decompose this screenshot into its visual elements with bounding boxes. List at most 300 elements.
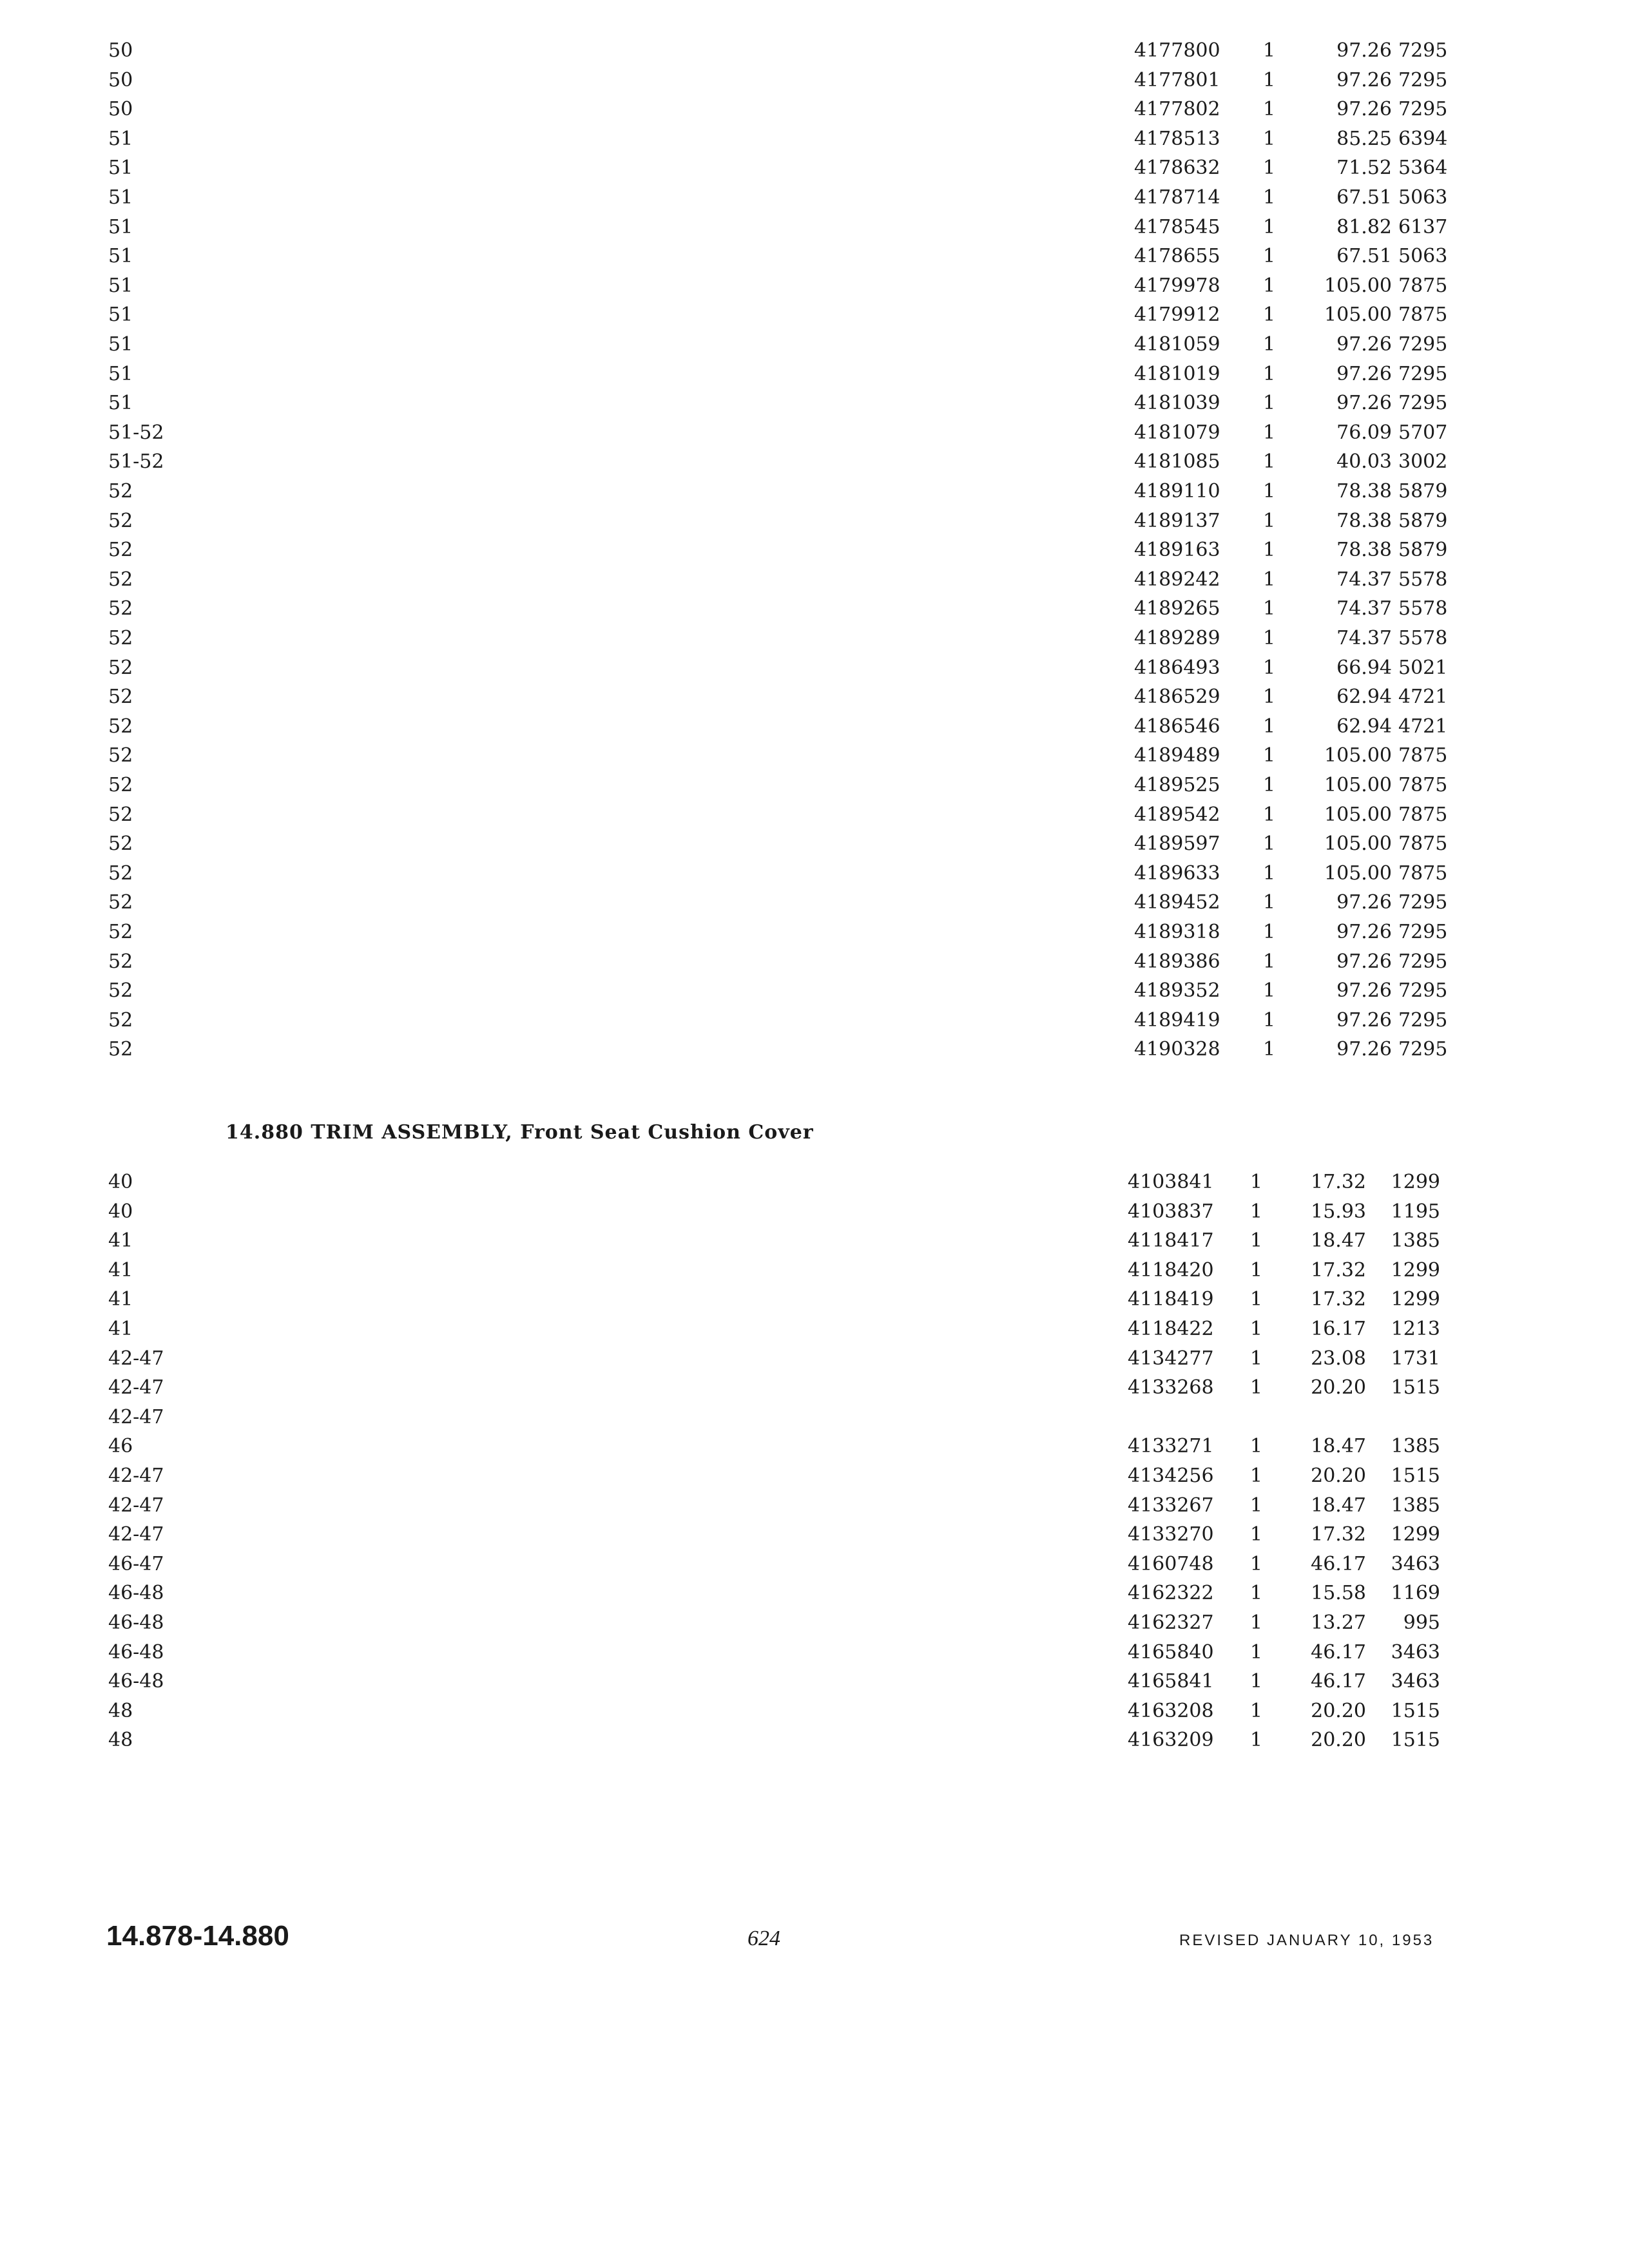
quantity-cell: 1 (1263, 979, 1276, 1003)
year-cell: 51 (108, 215, 133, 238)
year-cell: 50 (108, 68, 133, 91)
price-cell: 97.26 (1336, 333, 1392, 356)
table-row (0, 565, 1629, 595)
price-cell: 97.26 (1336, 1038, 1392, 1061)
part-number-cell: 4133267 (1128, 1494, 1214, 1517)
part-number-cell: 4181085 (1134, 450, 1220, 474)
code-cell: 1385 (1391, 1494, 1440, 1517)
code-cell: 1515 (1391, 1376, 1440, 1399)
year-cell: 51 (108, 157, 133, 180)
quantity-cell: 1 (1263, 568, 1276, 591)
year-cell: 52 (108, 832, 133, 856)
year-cell: 51-52 (108, 421, 164, 444)
quantity-cell: 1 (1263, 480, 1276, 503)
part-number-cell: 4163208 (1128, 1699, 1214, 1722)
table-row (0, 1344, 1629, 1374)
code-cell: 5063 (1398, 245, 1448, 268)
table-row (0, 594, 1629, 624)
part-number-cell: 4177801 (1134, 68, 1220, 91)
code-cell: 7295 (1398, 39, 1448, 62)
part-number-cell: 4165841 (1128, 1670, 1214, 1693)
code-cell: 995 (1403, 1611, 1440, 1634)
price-cell: 46.17 (1311, 1552, 1366, 1575)
price-cell: 17.32 (1311, 1288, 1366, 1311)
quantity-cell: 1 (1250, 1435, 1263, 1458)
table-row (0, 712, 1629, 742)
part-number-cell: 4178714 (1134, 186, 1220, 209)
price-cell: 62.94 (1336, 686, 1392, 709)
year-cell: 52 (108, 656, 133, 679)
quantity-cell: 1 (1250, 1318, 1263, 1340)
part-number-cell: 4181059 (1134, 333, 1220, 356)
year-cell: 46-47 (108, 1552, 164, 1575)
year-cell: 52 (108, 1038, 133, 1061)
code-cell: 5578 (1398, 597, 1448, 620)
price-cell: 97.26 (1336, 891, 1392, 914)
part-number-cell: 4189419 (1134, 1008, 1220, 1032)
part-number-cell: 4118417 (1128, 1229, 1214, 1253)
quantity-cell: 1 (1263, 627, 1276, 649)
quantity-cell: 1 (1263, 245, 1276, 268)
part-number-cell: 4133271 (1128, 1435, 1214, 1458)
footer-page-number: 624 (747, 1927, 780, 1950)
code-cell: 7295 (1398, 979, 1448, 1003)
quantity-cell: 1 (1263, 921, 1276, 943)
table-row (0, 1461, 1629, 1491)
quantity-cell: 1 (1250, 1494, 1263, 1517)
table-row (0, 1550, 1629, 1579)
table-row (0, 771, 1629, 800)
quantity-cell: 1 (1263, 333, 1276, 356)
year-cell: 46-48 (108, 1640, 164, 1664)
table-row (0, 447, 1629, 477)
code-cell: 7875 (1398, 832, 1448, 856)
year-cell: 41 (108, 1318, 133, 1340)
code-cell: 3463 (1391, 1640, 1440, 1664)
part-number-cell: 4178513 (1134, 127, 1220, 150)
quantity-cell: 1 (1263, 392, 1276, 415)
year-cell: 52 (108, 568, 133, 591)
code-cell: 4721 (1398, 715, 1448, 738)
part-number-cell: 4181039 (1134, 392, 1220, 415)
part-number-cell: 4189633 (1134, 861, 1220, 885)
table-row (0, 506, 1629, 536)
quantity-cell: 1 (1263, 274, 1276, 297)
year-cell: 52 (108, 803, 133, 826)
quantity-cell: 1 (1263, 1038, 1276, 1061)
table-row (0, 682, 1629, 712)
table-row (0, 800, 1629, 830)
year-cell: 46-48 (108, 1582, 164, 1605)
price-cell: 20.20 (1311, 1729, 1366, 1752)
quantity-cell: 1 (1250, 1258, 1263, 1282)
quantity-cell: 1 (1250, 1699, 1263, 1722)
price-cell: 78.38 (1336, 509, 1392, 532)
part-number-cell: 4189352 (1134, 979, 1220, 1003)
price-cell: 81.82 (1336, 215, 1392, 238)
price-cell: 15.58 (1311, 1582, 1366, 1605)
price-cell: 78.38 (1336, 480, 1392, 503)
quantity-cell: 1 (1250, 1523, 1263, 1546)
year-cell: 51 (108, 362, 133, 385)
table-row (0, 1725, 1629, 1755)
price-cell: 76.09 (1336, 421, 1392, 444)
part-number-cell: 4162327 (1128, 1611, 1214, 1634)
table-row (0, 242, 1629, 271)
year-cell: 42-47 (108, 1523, 164, 1546)
year-cell: 41 (108, 1229, 133, 1253)
code-cell: 7875 (1398, 744, 1448, 767)
part-number-cell: 4178632 (1134, 157, 1220, 180)
quantity-cell: 1 (1250, 1171, 1263, 1193)
quantity-cell: 1 (1263, 744, 1276, 767)
price-cell: 20.20 (1311, 1699, 1366, 1722)
code-cell: 7875 (1398, 803, 1448, 826)
year-cell: 48 (108, 1729, 133, 1752)
table-row (0, 535, 1629, 565)
quantity-cell: 1 (1250, 1288, 1263, 1311)
price-cell: 46.17 (1311, 1670, 1366, 1693)
quantity-cell: 1 (1263, 715, 1276, 738)
quantity-cell: 1 (1263, 686, 1276, 709)
code-cell: 1299 (1391, 1523, 1440, 1546)
part-number-cell: 4189110 (1134, 480, 1220, 503)
price-cell: 105.00 (1324, 744, 1392, 767)
price-cell: 71.52 (1336, 157, 1392, 180)
table-row (0, 947, 1629, 977)
part-number-cell: 4181019 (1134, 362, 1220, 385)
price-cell: 17.32 (1311, 1171, 1366, 1193)
price-cell: 97.26 (1336, 950, 1392, 973)
code-cell: 6137 (1398, 215, 1448, 238)
code-cell: 5879 (1398, 539, 1448, 562)
price-cell: 18.47 (1311, 1229, 1366, 1253)
part-number-cell: 4186529 (1134, 686, 1220, 709)
table-row (0, 418, 1629, 448)
quantity-cell: 1 (1263, 891, 1276, 914)
year-cell: 51 (108, 186, 133, 209)
year-cell: 46 (108, 1435, 133, 1458)
code-cell: 1195 (1391, 1200, 1440, 1223)
year-cell: 52 (108, 509, 133, 532)
code-cell: 1731 (1391, 1347, 1440, 1370)
part-number-cell: 4189242 (1134, 568, 1220, 591)
year-cell: 42-47 (108, 1465, 164, 1487)
quantity-cell: 1 (1263, 186, 1276, 209)
code-cell: 1299 (1391, 1171, 1440, 1193)
table-row (0, 1006, 1629, 1035)
year-cell: 51 (108, 245, 133, 268)
year-cell: 40 (108, 1171, 133, 1193)
part-number-cell: 4177800 (1134, 39, 1220, 62)
code-cell: 5578 (1398, 627, 1448, 649)
quantity-cell: 1 (1263, 362, 1276, 385)
code-cell: 7875 (1398, 861, 1448, 885)
year-cell: 52 (108, 774, 133, 796)
part-number-cell: 4179912 (1134, 303, 1220, 327)
part-number-cell: 4134256 (1128, 1465, 1214, 1487)
year-cell: 48 (108, 1699, 133, 1722)
table-row (0, 1256, 1629, 1285)
footer-section-range: 14.878-14.880 (106, 1920, 289, 1952)
table-row (0, 95, 1629, 124)
price-cell: 17.32 (1311, 1258, 1366, 1282)
price-cell: 105.00 (1324, 303, 1392, 327)
price-cell: 74.37 (1336, 568, 1392, 591)
part-number-cell: 4118419 (1128, 1288, 1214, 1311)
quantity-cell: 1 (1250, 1465, 1263, 1487)
year-cell: 50 (108, 98, 133, 121)
quantity-cell: 1 (1263, 68, 1276, 91)
year-cell: 52 (108, 597, 133, 620)
code-cell: 7295 (1398, 333, 1448, 356)
code-cell: 7875 (1398, 274, 1448, 297)
year-cell: 52 (108, 686, 133, 709)
code-cell: 3002 (1398, 450, 1448, 474)
code-cell: 1515 (1391, 1465, 1440, 1487)
table-row (0, 389, 1629, 418)
part-number-cell: 4103837 (1128, 1200, 1214, 1223)
table-row (0, 859, 1629, 889)
quantity-cell: 1 (1263, 803, 1276, 826)
code-cell: 1299 (1391, 1288, 1440, 1311)
code-cell: 1515 (1391, 1699, 1440, 1722)
quantity-cell: 1 (1263, 597, 1276, 620)
quantity-cell: 1 (1250, 1552, 1263, 1575)
quantity-cell: 1 (1263, 421, 1276, 444)
table-row (0, 1285, 1629, 1314)
table-row (0, 1638, 1629, 1667)
year-cell: 51 (108, 303, 133, 327)
code-cell: 7295 (1398, 891, 1448, 914)
quantity-cell: 1 (1263, 215, 1276, 238)
code-cell: 5364 (1398, 157, 1448, 180)
price-cell: 13.27 (1311, 1611, 1366, 1634)
price-cell: 74.37 (1336, 597, 1392, 620)
quantity-cell: 1 (1250, 1376, 1263, 1399)
quantity-cell: 1 (1263, 539, 1276, 562)
year-cell: 46-48 (108, 1611, 164, 1634)
table-row (0, 1491, 1629, 1521)
price-cell: 97.26 (1336, 392, 1392, 415)
part-number-cell: 4118422 (1128, 1318, 1214, 1340)
table-row (0, 1197, 1629, 1227)
code-cell: 5879 (1398, 509, 1448, 532)
part-number-cell: 4118420 (1128, 1258, 1214, 1282)
part-number-cell: 4186546 (1134, 715, 1220, 738)
code-cell: 7295 (1398, 921, 1448, 943)
year-cell: 52 (108, 744, 133, 767)
quantity-cell: 1 (1263, 832, 1276, 856)
part-number-cell: 4160748 (1128, 1552, 1214, 1575)
year-cell: 51 (108, 274, 133, 297)
part-number-cell: 4178545 (1134, 215, 1220, 238)
part-number-cell: 4103841 (1128, 1171, 1214, 1193)
year-cell: 52 (108, 950, 133, 973)
quantity-cell: 1 (1250, 1582, 1263, 1605)
part-number-cell: 4133270 (1128, 1523, 1214, 1546)
part-number-cell: 4189386 (1134, 950, 1220, 973)
price-cell: 18.47 (1311, 1494, 1366, 1517)
price-cell: 16.17 (1311, 1318, 1366, 1340)
year-cell: 50 (108, 39, 133, 62)
part-number-cell: 4189265 (1134, 597, 1220, 620)
year-cell: 42-47 (108, 1347, 164, 1370)
price-cell: 78.38 (1336, 539, 1392, 562)
year-cell: 41 (108, 1258, 133, 1282)
table-row (0, 271, 1629, 301)
price-cell: 20.20 (1311, 1465, 1366, 1487)
table-row (0, 1373, 1629, 1403)
price-cell: 67.51 (1336, 245, 1392, 268)
year-cell: 52 (108, 715, 133, 738)
code-cell: 7295 (1398, 950, 1448, 973)
year-cell: 42-47 (108, 1405, 164, 1428)
code-cell: 5063 (1398, 186, 1448, 209)
table-row (0, 1168, 1629, 1197)
price-cell: 46.17 (1311, 1640, 1366, 1664)
code-cell: 1299 (1391, 1258, 1440, 1282)
table-row (0, 477, 1629, 506)
code-cell: 7295 (1398, 362, 1448, 385)
code-cell: 7295 (1398, 1038, 1448, 1061)
table-row (0, 360, 1629, 389)
year-cell: 46-48 (108, 1670, 164, 1693)
part-number-cell: 4186493 (1134, 656, 1220, 679)
code-cell: 6394 (1398, 127, 1448, 150)
year-cell: 51 (108, 333, 133, 356)
table-row (0, 1226, 1629, 1256)
year-cell: 52 (108, 979, 133, 1003)
quantity-cell: 1 (1250, 1229, 1263, 1253)
part-number-cell: 4189489 (1134, 744, 1220, 767)
year-cell: 52 (108, 891, 133, 914)
part-number-cell: 4189542 (1134, 803, 1220, 826)
quantity-cell: 1 (1250, 1670, 1263, 1693)
part-number-cell: 4178655 (1134, 245, 1220, 268)
quantity-cell: 1 (1250, 1200, 1263, 1223)
part-number-cell: 4189525 (1134, 774, 1220, 796)
table-row (0, 1520, 1629, 1550)
table-row (0, 624, 1629, 653)
price-cell: 23.08 (1311, 1347, 1366, 1370)
code-cell: 7875 (1398, 303, 1448, 327)
table-row (0, 829, 1629, 859)
code-cell: 1213 (1391, 1318, 1440, 1340)
year-cell: 42-47 (108, 1494, 164, 1517)
year-cell: 51 (108, 127, 133, 150)
price-cell: 105.00 (1324, 803, 1392, 826)
part-number-cell: 4133268 (1128, 1376, 1214, 1399)
quantity-cell: 1 (1263, 509, 1276, 532)
code-cell: 7295 (1398, 392, 1448, 415)
table-row (0, 213, 1629, 242)
table-row (0, 300, 1629, 330)
quantity-cell: 1 (1263, 98, 1276, 121)
year-cell: 51-52 (108, 450, 164, 474)
quantity-cell: 1 (1263, 127, 1276, 150)
quantity-cell: 1 (1250, 1640, 1263, 1664)
price-cell: 74.37 (1336, 627, 1392, 649)
price-cell: 105.00 (1324, 274, 1392, 297)
code-cell: 1515 (1391, 1729, 1440, 1752)
price-cell: 62.94 (1336, 715, 1392, 738)
code-cell: 5707 (1398, 421, 1448, 444)
table-row (0, 1608, 1629, 1638)
price-cell: 97.26 (1336, 68, 1392, 91)
quantity-cell: 1 (1263, 774, 1276, 796)
price-cell: 67.51 (1336, 186, 1392, 209)
code-cell: 1169 (1391, 1582, 1440, 1605)
year-cell: 41 (108, 1288, 133, 1311)
table-row (0, 66, 1629, 95)
part-number-cell: 4189597 (1134, 832, 1220, 856)
price-cell: 105.00 (1324, 861, 1392, 885)
table-row (0, 1432, 1629, 1461)
code-cell: 5879 (1398, 480, 1448, 503)
part-number-cell: 4163209 (1128, 1729, 1214, 1752)
table-row (0, 1696, 1629, 1726)
quantity-cell: 1 (1263, 861, 1276, 885)
table-row (0, 36, 1629, 66)
price-cell: 105.00 (1324, 832, 1392, 856)
part-number-cell: 4189318 (1134, 921, 1220, 943)
year-cell: 52 (108, 921, 133, 943)
year-cell: 52 (108, 480, 133, 503)
code-cell: 5578 (1398, 568, 1448, 591)
code-cell: 7295 (1398, 98, 1448, 121)
table-row (0, 1579, 1629, 1608)
code-cell: 1385 (1391, 1229, 1440, 1253)
code-cell: 3463 (1391, 1670, 1440, 1693)
footer-revised-date: REVISED JANUARY 10, 1953 (1179, 1932, 1434, 1949)
part-number-cell: 4189137 (1134, 509, 1220, 532)
quantity-cell: 1 (1263, 656, 1276, 679)
section-heading: 14.880 TRIM ASSEMBLY, Front Seat Cushion Cover (226, 1121, 814, 1144)
part-number-cell: 4189163 (1134, 539, 1220, 562)
code-cell: 7295 (1398, 1008, 1448, 1032)
price-cell: 40.03 (1336, 450, 1392, 474)
year-cell: 51 (108, 392, 133, 415)
price-cell: 20.20 (1311, 1376, 1366, 1399)
year-cell: 42-47 (108, 1376, 164, 1399)
part-number-cell: 4189289 (1134, 627, 1220, 649)
quantity-cell: 1 (1263, 39, 1276, 62)
part-number-cell: 4179978 (1134, 274, 1220, 297)
price-cell: 97.26 (1336, 98, 1392, 121)
quantity-cell: 1 (1250, 1611, 1263, 1634)
code-cell: 5021 (1398, 656, 1448, 679)
part-number-cell: 4177802 (1134, 98, 1220, 121)
table-row (0, 976, 1629, 1006)
table-row (0, 124, 1629, 154)
code-cell: 7875 (1398, 774, 1448, 796)
table-row (0, 653, 1629, 683)
price-cell: 85.25 (1336, 127, 1392, 150)
price-cell: 97.26 (1336, 979, 1392, 1003)
code-cell: 4721 (1398, 686, 1448, 709)
part-number-cell: 4134277 (1128, 1347, 1214, 1370)
table-row (0, 183, 1629, 213)
table-row (0, 1035, 1629, 1064)
year-cell: 52 (108, 861, 133, 885)
price-cell: 97.26 (1336, 1008, 1392, 1032)
price-cell: 97.26 (1336, 921, 1392, 943)
year-cell: 52 (108, 1008, 133, 1032)
price-cell: 97.26 (1336, 362, 1392, 385)
part-number-cell: 4190328 (1134, 1038, 1220, 1061)
price-cell: 66.94 (1336, 656, 1392, 679)
